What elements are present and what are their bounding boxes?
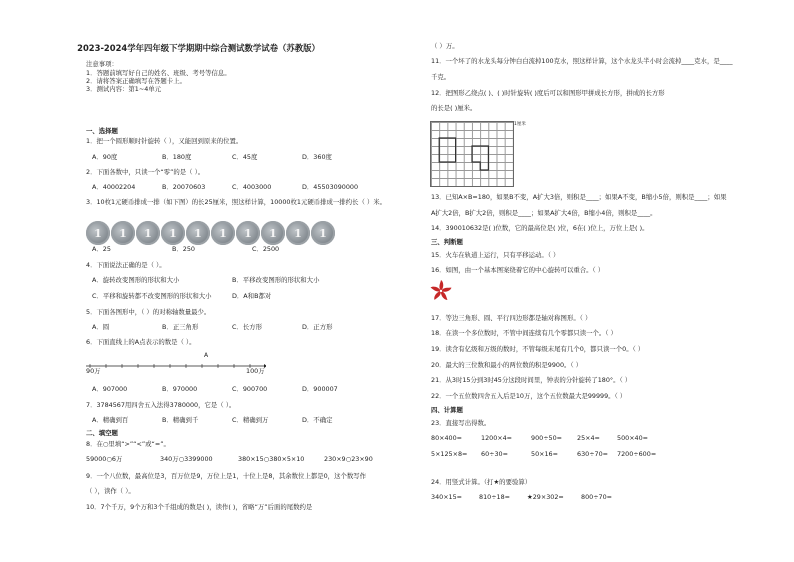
- coin-row: [86, 221, 335, 245]
- question-24: 24．用竖式计算。（打★的要验算）: [431, 478, 532, 486]
- question-6: 6．下面直线上的A点表示的数是（ ）。: [86, 338, 196, 346]
- question-11-cont: 千克。: [431, 73, 451, 81]
- question-11: 11．一个坏了的水龙头每分钟白白流掉100克水，照这样计算，这个水龙头半小时会流掉____克水，是____: [431, 57, 733, 65]
- option: B．970000: [162, 385, 198, 393]
- option: A．圆: [92, 323, 110, 331]
- option: C．2500: [252, 245, 280, 253]
- calc-item: 1200×4=: [481, 434, 513, 442]
- question-13-cont: A扩大2倍，B扩大2倍，则积是____；如果A扩大4倍，B缩小4倍，则积是____。: [431, 209, 657, 217]
- option: C．精确到万: [232, 416, 269, 424]
- coin-icon: 1: [111, 221, 135, 245]
- question-9-cont: （ ），读作（ ）。: [86, 487, 135, 495]
- number-line-right-label: 100万: [246, 367, 265, 375]
- calc-item: 630÷70=: [577, 450, 609, 458]
- question-19: 19．读含有亿级和万级的数时，不管每级末尾有几个0，都只读一个0。（ ）: [431, 345, 645, 353]
- question-8: 8．在○里填“>”“<”或“=”。: [86, 440, 170, 448]
- section-heading-judge: 三、判断题: [431, 238, 463, 246]
- question-23: 23．直接写出得数。: [431, 419, 491, 427]
- coin-icon: 1: [311, 221, 335, 245]
- coin-icon: 1: [161, 221, 185, 245]
- option: A．907000: [92, 385, 128, 393]
- option: B．20070603: [162, 183, 206, 191]
- question-14: 14．390010632是( )位数，它的最高位是( )位，6在( )位上，万位上是( )。: [431, 224, 649, 232]
- option: B．精确到千: [162, 416, 199, 424]
- option: D．A和B都对: [232, 292, 272, 300]
- coin-icon: 1: [286, 221, 310, 245]
- option: C．4003000: [232, 183, 272, 191]
- option: C．45度: [232, 153, 258, 161]
- calc-item: 25×4=: [577, 434, 600, 442]
- compare-item: 380×15○380×5×10: [238, 455, 305, 463]
- calc-item: 500×40=: [617, 434, 649, 442]
- coin-icon: 1: [236, 221, 260, 245]
- compare-item: 230×9○23×90: [324, 455, 373, 463]
- question-2: 2．下面各数中，只读一个“零”的是（ ）。: [86, 168, 205, 176]
- option: B．正三角形: [162, 323, 199, 331]
- option: A．40002204: [92, 183, 136, 191]
- calc-item: 340×15=: [431, 493, 463, 501]
- rotation-flower-icon: [429, 279, 453, 303]
- calc-item: 7200÷600=: [617, 450, 657, 458]
- question-16: 16．如图，由一个基本图案绕着它的中心旋转可以重合。（ ）: [431, 266, 605, 274]
- coin-icon: 1: [261, 221, 285, 245]
- section-heading-fill: 二、填空题: [86, 429, 118, 437]
- question-12: 12．把图形乙绕点( )、( )时针旋转( )度后可以和图形甲拼成长方形，拼成的长方形: [431, 89, 665, 97]
- option: A．90度: [92, 153, 118, 161]
- section-heading-choice: 一、选择题: [86, 127, 118, 135]
- calc-item: 800÷70=: [581, 493, 613, 501]
- question-9: 9．一个八位数，最高位是3，百万位是9，万位上是1，十位上是8，其余数位上都是0，这个数写作: [86, 472, 367, 480]
- option: A．精确到百: [92, 416, 129, 424]
- question-18: 18．在读一个多位数时，不管中间连续有几个零都只读一个。（ ）: [431, 329, 617, 337]
- question-3: 3．10枚1元硬币排成一排（如下图）的长25厘米，照这样计算，10000枚1元硬币排成一排约长（ ）米。: [86, 198, 387, 206]
- question-7: 7．3784567用四舍五入法得3780000，它是（ ）。: [86, 401, 236, 409]
- option: C．长方形: [232, 323, 263, 331]
- question-1: 1．把一个圆形顺时针旋转（ ），又能回到原来的位置。: [86, 137, 243, 145]
- calc-item: ★29×302=: [527, 493, 564, 501]
- option: B．180度: [162, 153, 192, 161]
- grid-scale-label: 1厘米: [514, 122, 526, 127]
- option: A．25: [92, 245, 111, 253]
- section-heading-calc: 四、计算题: [431, 406, 463, 414]
- option: C．900700: [232, 385, 268, 393]
- calc-item: 60÷30=: [481, 450, 508, 458]
- compare-item: 340万○3399000: [160, 455, 213, 463]
- number-line: [86, 359, 266, 373]
- option: D．45503090000: [302, 183, 359, 191]
- question-5: 5．下面各图形中，（ ）的对称轴数量最少。: [86, 308, 211, 316]
- option: D．不确定: [302, 416, 333, 424]
- number-line-left-label: 90万: [86, 367, 101, 375]
- calc-item: 5×125×8=: [431, 450, 468, 458]
- calc-item: 810÷18=: [479, 493, 511, 501]
- question-4: 4．下面说法正确的是（ ）。: [86, 261, 166, 269]
- question-22: 22．一个五位数四舍五入后是10万，这个五位数最大是99999。（ ）: [431, 392, 627, 400]
- option: D．360度: [302, 153, 332, 161]
- calc-item: 900÷50=: [531, 434, 563, 442]
- option: B．平移改变图形的形状和大小: [232, 276, 320, 284]
- coin-icon: 1: [136, 221, 160, 245]
- option: C．平移和旋转都不改变图形的形状和大小: [92, 292, 212, 300]
- option: A．旋转改变图形的形状和大小: [92, 276, 180, 284]
- calc-item: 80×400=: [431, 434, 463, 442]
- option: D．正方形: [302, 323, 333, 331]
- option: D．900007: [302, 385, 338, 393]
- question-10: 10．7个千万，9个万和3个千组成的数是( )，读作( )，省略“万”后面的尾数约是: [86, 503, 313, 511]
- question-21: 21．从3时15分到3时45分这段时间里，钟表的分针旋转了180°。（ ）: [431, 376, 632, 384]
- question-15: 15．火车在轨道上运行，只有平移运动。（ ）: [431, 251, 560, 259]
- question-17: 17．等边三角形、圆、平行四边形都是轴对称图形。（ ）: [431, 314, 592, 322]
- notice-line: 3．测试内容：第1~4单元: [86, 85, 162, 93]
- page-title: 2023-2024学年四年级下学期期中综合测试数学试卷（苏教版）: [77, 43, 320, 53]
- calc-item: 50×16=: [531, 450, 558, 458]
- question-20: 20．最大的三位数和最小的两位数的积是9900。（ ）: [431, 361, 583, 369]
- question-12-cont: 的长是( )厘米。: [431, 104, 477, 112]
- notice-line: 2．请将答案正确填写在答题卡上。: [86, 77, 186, 85]
- option: B．250: [172, 245, 195, 253]
- number-line-point-a: A: [204, 352, 209, 359]
- question-13: 13．已知A×B=180，如果B不变，A扩大3倍，则积是____；如果A不变，B缩小5倍，则积是____；如果: [431, 193, 727, 201]
- right-page-lower: [397, 0, 794, 562]
- question-10-end: （ ）万。: [431, 42, 459, 50]
- notice-line: 1．答题前填写好自己的姓名、班级、考号等信息。: [86, 69, 231, 77]
- coin-icon: 1: [86, 221, 110, 245]
- notice-heading: 注意事项：: [86, 60, 118, 68]
- compare-item: 59000○6万: [86, 455, 123, 463]
- coin-icon: 1: [186, 221, 210, 245]
- coin-icon: 1: [211, 221, 235, 245]
